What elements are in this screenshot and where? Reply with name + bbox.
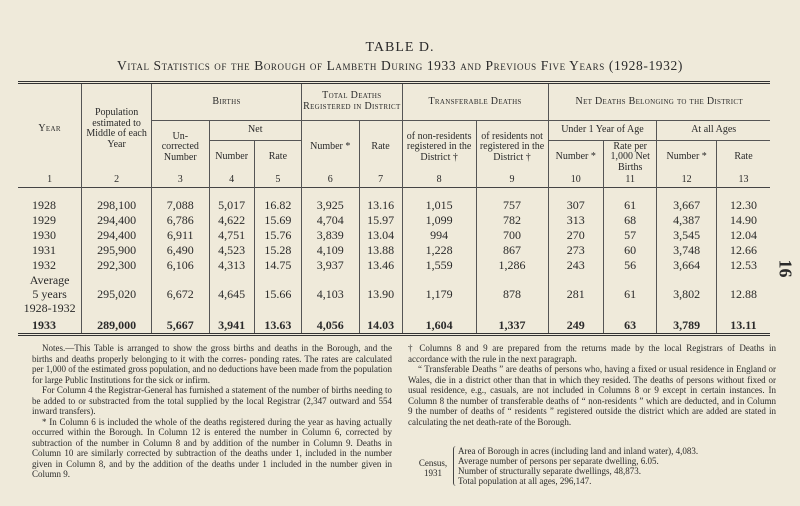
row-1933 <box>18 315 770 335</box>
cell-death-rate: 13.16 <box>359 198 402 213</box>
cell-under1-rate: 57 <box>603 228 656 243</box>
cell-all-ages: 3,545 <box>657 228 717 243</box>
col-header-all-rate: Rate <box>716 140 770 174</box>
cell-birth-rate: 14.75 <box>254 258 301 273</box>
col-header-all-ages: At all Ages <box>657 120 770 140</box>
col-number: 2 <box>82 174 152 188</box>
note-paragraph: For Column 4 the Registrar-General has furnished a statement of the number of births needing to be added to or substracted from the total supplied by the local Registrar (2,347 outward and 554 inward transfers). <box>32 385 392 416</box>
cell-nonresidents: 1,015 <box>402 198 476 213</box>
cell-total-deaths: 4,109 <box>301 243 359 258</box>
census-label-line1: Census, <box>418 458 448 468</box>
cell-uncorrected: 6,672 <box>152 273 210 315</box>
cell-total-deaths: 3,937 <box>301 258 359 273</box>
cell-all-ages: 3,664 <box>657 258 717 273</box>
cell-all-ages: 3,667 <box>657 198 717 213</box>
cell-all-rate: 12.88 <box>716 273 770 315</box>
page-number: 16 <box>775 259 796 278</box>
cell-nonresidents: 1,179 <box>402 273 476 315</box>
cell-all-rate: 14.90 <box>716 213 770 228</box>
table-subtitle: Vital Statistics of the Borough of Lambeth During 1933 and Previous Five Years (1928-1932) <box>117 58 683 73</box>
col-header-year: Year <box>38 122 61 134</box>
cell-year: 1930 <box>32 228 56 242</box>
cell-net-births: 4,751 <box>209 228 254 243</box>
cell-nonresidents: 1,228 <box>402 243 476 258</box>
vital-statistics-table <box>18 81 770 342</box>
census-item: Area of Borough in acres (including land and inland water), 4,083. <box>458 446 699 456</box>
cell-total-deaths: 4,704 <box>301 213 359 228</box>
col-header-population: Population estimated to Middle of each Year <box>82 84 152 174</box>
cell-uncorrected: 7,088 <box>152 198 210 213</box>
col-number: 5 <box>254 174 301 188</box>
cell-under1: 281 <box>548 273 603 315</box>
cell-under1-rate: 68 <box>603 213 656 228</box>
cell-nonresidents: 994 <box>402 228 476 243</box>
table-row <box>18 258 770 273</box>
cell-birth-rate: 15.76 <box>254 228 301 243</box>
cell-all-ages: 4,387 <box>657 213 717 228</box>
cell-birth-rate: 16.82 <box>254 198 301 213</box>
col-number: 8 <box>402 174 476 188</box>
cell-population: 294,400 <box>82 228 152 243</box>
col-header-residents: of residents not registered in the District † <box>476 120 548 174</box>
cell-birth-rate: 13.63 <box>254 315 301 335</box>
cell-residents: 782 <box>476 213 548 228</box>
cell-year: 1932 <box>32 258 56 272</box>
col-number: 6 <box>301 174 359 188</box>
cell-nonresidents: 1,099 <box>402 213 476 228</box>
cell-net-births: 4,645 <box>209 273 254 315</box>
cell-residents: 700 <box>476 228 548 243</box>
col-header-nonresidents: of non-residents registered in the District † <box>402 120 476 174</box>
col-header-uncorrected: Un- corrected Number <box>152 120 210 174</box>
cell-all-ages: 3,789 <box>657 315 717 335</box>
census-items <box>458 446 778 486</box>
census-label <box>418 458 448 478</box>
col-header-under-1: Under 1 Year of Age <box>548 120 657 140</box>
average-label-line3: 1928-1932 <box>23 301 76 315</box>
cell-under1-rate: 60 <box>603 243 656 258</box>
col-number: 1 <box>47 174 53 185</box>
cell-residents: 1,337 <box>476 315 548 335</box>
census-label-line2: 1931 <box>424 468 442 478</box>
cell-death-rate: 14.03 <box>359 315 402 335</box>
cell-under1: 249 <box>548 315 603 335</box>
cell-total-deaths: 4,103 <box>301 273 359 315</box>
table-row <box>18 228 770 243</box>
average-label-line1: Average <box>29 273 70 287</box>
cell-population: 289,000 <box>82 315 152 335</box>
cell-residents: 867 <box>476 243 548 258</box>
cell-uncorrected: 6,106 <box>152 258 210 273</box>
note-paragraph: “ Transferable Deaths ” are deaths of persons who, having a fixed or usual residence in England or Wales, die in a district other than that in which they resided. The deaths of persons without fixed or usual residence, e.g., casuals, are not included in Columns 8 or 9 except in certain instances. In Column 8 the number of transferable deaths of “ non-residents ” which are deducted, and in Column 9 the number of deaths of “ residents ” registered outside the district which are added are stated in calculating the net death-rate of the Borough. <box>408 364 776 427</box>
cell-net-births: 4,313 <box>209 258 254 273</box>
cell-uncorrected: 6,490 <box>152 243 210 258</box>
cell-all-rate: 12.30 <box>716 198 770 213</box>
notes-left <box>32 343 392 480</box>
cell-population: 295,900 <box>82 243 152 258</box>
cell-birth-rate: 15.69 <box>254 213 301 228</box>
cell-under1-rate: 63 <box>603 315 656 335</box>
cell-under1: 270 <box>548 228 603 243</box>
col-header-rate-per-births: Rate per 1,000 Net Births <box>603 140 656 174</box>
cell-net-births: 4,622 <box>209 213 254 228</box>
col-header-births: Births <box>152 84 302 120</box>
col-number: 12 <box>657 174 717 188</box>
cell-all-ages: 3,802 <box>657 273 717 315</box>
cell-all-rate: 13.11 <box>716 315 770 335</box>
cell-death-rate: 13.88 <box>359 243 402 258</box>
cell-population: 298,100 <box>82 198 152 213</box>
cell-total-deaths: 4,056 <box>301 315 359 335</box>
average-row <box>18 273 770 315</box>
cell-all-rate: 12.53 <box>716 258 770 273</box>
col-header-net-rate: Rate <box>254 140 301 174</box>
census-item: Number of structurally separate dwellings, 48,873. <box>458 466 641 476</box>
cell-under1-rate: 61 <box>603 198 656 213</box>
col-number: 11 <box>603 174 656 188</box>
col-header-deaths-number: Number * <box>301 120 359 174</box>
col-header-net: Net <box>209 120 301 140</box>
note-paragraph: Notes.—This Table is arranged to show the gross births and deaths in the Borough, and the births and deaths properly belonging to it with the corres- ponding rates. The rates are calculated per 1,000 of the estimated gross population, and no deductions have been made from the population for large Public Institutions for the sick or infirm. <box>32 343 392 385</box>
cell-birth-rate: 15.66 <box>254 273 301 315</box>
cell-year: 1928 <box>32 198 56 212</box>
cell-death-rate: 13.90 <box>359 273 402 315</box>
cell-year: 1931 <box>32 243 56 257</box>
cell-death-rate: 13.46 <box>359 258 402 273</box>
cell-under1: 313 <box>548 213 603 228</box>
col-header-net-deaths: Net Deaths Belonging to the District <box>548 84 770 120</box>
col-number: 13 <box>716 174 770 188</box>
col-number: 7 <box>359 174 402 188</box>
col-number: 9 <box>476 174 548 188</box>
cell-uncorrected: 6,786 <box>152 213 210 228</box>
col-header-under1-number: Number * <box>548 140 603 174</box>
cell-net-births: 5,017 <box>209 198 254 213</box>
cell-population: 294,400 <box>82 213 152 228</box>
cell-death-rate: 13.04 <box>359 228 402 243</box>
cell-net-births: 4,523 <box>209 243 254 258</box>
note-paragraph: † Columns 8 and 9 are prepared from the returns made by the local Registrars of Deaths in accordance with the rule in the next paragraph. <box>408 343 776 364</box>
census-item: Average number of persons per separate dwelling, 6.05. <box>458 456 659 466</box>
census-item: Total population at all ages, 296,147. <box>458 476 592 486</box>
table-row <box>18 198 770 213</box>
cell-all-rate: 12.66 <box>716 243 770 258</box>
cell-all-rate: 12.04 <box>716 228 770 243</box>
col-number: 3 <box>152 174 210 188</box>
notes-right <box>408 343 776 427</box>
col-header-transferable-deaths: Transferable Deaths <box>402 84 548 120</box>
cell-average-label <box>18 273 82 315</box>
cell-residents: 1,286 <box>476 258 548 273</box>
col-header-all-number: Number * <box>657 140 717 174</box>
table-title: TABLE D. <box>365 40 435 55</box>
col-header-total-deaths: Total Deaths Registered in District <box>301 84 402 120</box>
cell-uncorrected: 5,667 <box>152 315 210 335</box>
cell-nonresidents: 1,559 <box>402 258 476 273</box>
cell-all-ages: 3,748 <box>657 243 717 258</box>
cell-under1: 273 <box>548 243 603 258</box>
average-label-line2: 5 years <box>32 287 67 301</box>
col-header-deaths-rate: Rate <box>359 120 402 174</box>
cell-total-deaths: 3,925 <box>301 198 359 213</box>
cell-year: 1933 <box>32 318 56 332</box>
cell-year: 1929 <box>32 213 56 227</box>
cell-under1: 243 <box>548 258 603 273</box>
table-row <box>18 213 770 228</box>
cell-birth-rate: 15.28 <box>254 243 301 258</box>
cell-residents: 878 <box>476 273 548 315</box>
col-number: 10 <box>548 174 603 188</box>
col-header-net-number: Number <box>209 140 254 174</box>
cell-death-rate: 15.97 <box>359 213 402 228</box>
cell-under1-rate: 56 <box>603 258 656 273</box>
cell-under1-rate: 61 <box>603 273 656 315</box>
cell-total-deaths: 3,839 <box>301 228 359 243</box>
cell-population: 295,020 <box>82 273 152 315</box>
cell-uncorrected: 6,911 <box>152 228 210 243</box>
note-paragraph: * In Column 6 is included the whole of the deaths registered during the year as having actually occurred within the Borough. In Column 12 is entered the number in Column 6, corrected by subtraction of the number in Column 8 and by addition of the number in Column 9. Deaths in Column 10 are similarly corrected by subtraction of the deaths under 1, included in the number given in Column 8, and by the addition of the deaths under 1 included in the number given in Column 9. <box>32 416 392 479</box>
col-number: 4 <box>209 174 254 188</box>
cell-population: 292,300 <box>82 258 152 273</box>
cell-under1: 307 <box>548 198 603 213</box>
table-row <box>18 243 770 258</box>
cell-net-births: 3,941 <box>209 315 254 335</box>
cell-residents: 757 <box>476 198 548 213</box>
cell-nonresidents: 1,604 <box>402 315 476 335</box>
